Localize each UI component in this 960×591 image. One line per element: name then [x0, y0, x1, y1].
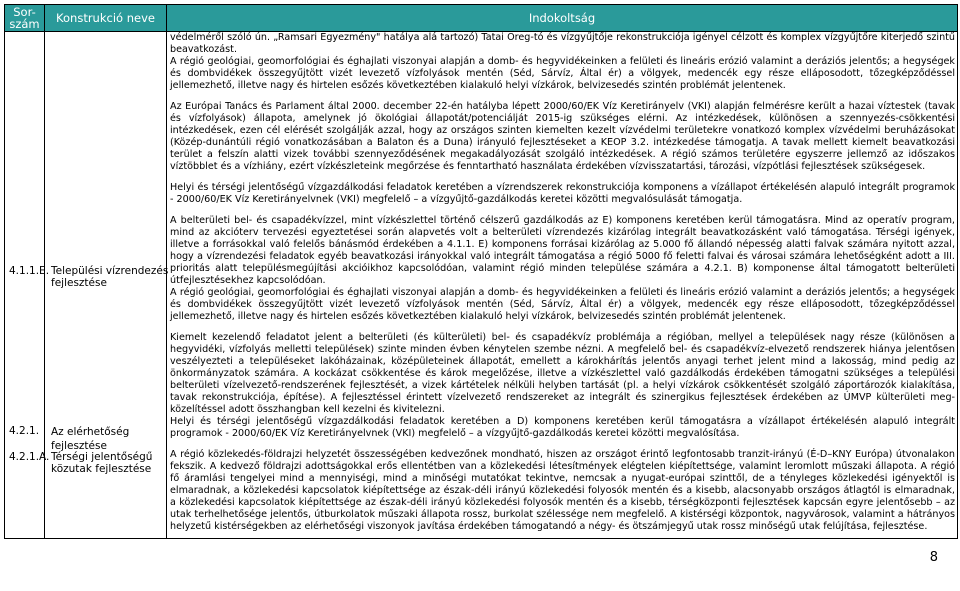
- label-411e-line1: Települési vízrendezés: [51, 265, 169, 277]
- label-421-line1: Az elérhetőség: [51, 426, 130, 438]
- label-411e-line2: fejlesztése: [51, 277, 107, 289]
- header-row: [5, 5, 958, 32]
- paragraph: Helyi és térségi jelentőségű vízgazdálkodási feladatok keretében a vízrendszerek rekonstrukciója komponens a vízállapot értékelésén alapuló integrált programok - 2000/60/EK Víz Keretirányelvnek (VKI) megfelelő – a vízgyűjtő-gazdálkodás keretei közötti megvalósulását támogatja.: [170, 182, 955, 205]
- ref-421: 4.2.1.: [9, 425, 40, 437]
- paragraph: A régió közlekedés-földrajzi helyzetét összességében kedvezőnek mondható, hiszen az országot érintő legfontosabb tranzit-irányú (É-D–KNY Európa) útvonalakon fekszik. A kedvező földrajzi adottságokkal erős ellentétben van a közlekedési létesítmények elégtelen kiépítettsége, valamint leromlott műszaki állapota. A régió fő áramlási tengelyei mind a mennyiségi, mind a minőségi mutatókat tekintve, nemcsak a nyugat-európai szinttől, de a tényleges közlekedési igényektől is elmaradnak, a közlekedési kapcsolatok kiépítettsége az észak-déli irányú közlekedési folyosók mentén és a kisebb, alacsonyabb országos átlagtól is elmaradnak, a közlekedési kapcsolatok kiépítettsége az észak-déli irányú közlekedési folyosók mentén és a kisebb, térségközponti fejlesztések kapcsán egyre jelentősebb – az utak terhelhetősége jelentős, útburkolatok műszaki állapota rossz, burkolat szélessége nem megfelelő. A kistérségi központok, nagyvárosok, valamint a hátrányos helyzetű kistérségekben az elérhetőségi viszonyok javítása érdekében támogatandó a négy- és ötszámjegyű utak rossz minőségű utak felújítása, fejlesztése.: [170, 449, 955, 532]
- label-411e: [51, 265, 168, 289]
- header-indokoltsag: Indokoltság: [167, 5, 958, 32]
- header-sorszam-text: Sor- szám: [9, 5, 40, 31]
- col-sorszam: [5, 32, 50, 539]
- label-421a-line2: közutak fejlesztése: [51, 463, 152, 475]
- label-421: [51, 425, 129, 453]
- label-421a-line1: Térségi jelentőségű: [51, 451, 153, 463]
- col-indokoltsag: [167, 32, 958, 539]
- paragraph: Kiemelt kezelendő feladatot jelent a belterületi (és külterületi) bel- és csapadékvíz problémája a régióban, mellyel a települések nagy része (különösen a hegyvidéki, vízfolyás melletti települések) szinte minden évben kénytelen szembe nézni. A megfelelő bel- és csapadékvíz-elvezető rendszerek hiánya jelentősen veszélyezteti a településeket lakóházainak, középületeinek állapotát, emellett a károkhárítás jelentős anyagi terhet jelent mind a lakosság, mind pedig az önkormányzatok számára. A kockázat csökkentése és károk megelőzése, illetve a vízkészlettel való gazdálkodás érdekében támogatni szükséges a települési belterületi vízelvezető-rendszerének fejlesztését, a vizek kártételek nélküli helyben tartását (pl. a helyi vízkárok csökkentését szolgáló záportározók kialakítása, tavak rekonstrukciója, építése). A fejlesztéssel érintett vízelvezető rendszereket az integrált és szinergikus fejlesztések érdekében az ÚMVP külterületi meg közelítéssel adott összhangban kell kezelni és kivitelezni.: [170, 332, 955, 415]
- paragraph: védelméről szóló ún. „Ramsari Egyezmény" hatálya alá tartozó) Tatai Öreg-tó és vízgyűjtője rekonstrukciója igényel célzott és komplex vízgyűjtőre kiterjedő szintű beavatkozást.: [170, 32, 955, 55]
- content-row: [5, 32, 958, 539]
- paragraph: Az Európai Tanács és Parlament által 2000. december 22-én hatályba lépett 2000/60/EK Víz Keretirányelv (VKI) alapján felmérésre került a hazai víztestek (tavak és vízfolyások) állapota, amelynek jó ökológiai állapotát/potenciálját 2015-ig szükséges elérni. Az intézkedések, különösen a szennyezés-csökkentési intézkedések, ezen cél elérését szolgálják azzal, hogy az országos szinten kiemelten kezelt vízvédelmi területekre vonatkozó komplex vízvédelmi beruházásokat (Közép-dunántúli régió vonatkozásában a Balaton és a Duna) irányuló fejlesztéseket a KEOP 3.2. intézkedése támogatja. A tavak mellett kiemelt beavatkozási terület a felszín alatti vizek további szennyeződésének megakadályozását szolgáló intézkedések. A régió számos területére egyszerre jellemző az időszakos víztöbblet és a vízhiány, ezért vízkészleteink megőrzése és fenntartható használata érdekében vízvisszatartási, tározási, vízpótlási fejlesztések szükségesek.: [170, 101, 955, 172]
- page-number: 8: [929, 550, 938, 565]
- document-table: [4, 4, 958, 539]
- paragraph: Helyi és térségi jelentőségű vízgazdálkodási feladatok keretében a D) komponens keretében kerül támogatásra a vízállapot értékelésén alapuló integrált programok - 2000/60/EK Víz Keretirányelvnek (VKI) megfelelő – a vízgyűjtő-gazdálkodás keretei közötti megvalósítása.: [170, 416, 955, 439]
- ref-421a: 4.2.1.A.: [9, 451, 50, 463]
- header-sorszam: [5, 5, 45, 32]
- indokoltsag-body: [167, 32, 957, 533]
- col-konstrukcio: [45, 32, 167, 539]
- paragraph: A régió geológiai, geomorfológiai és éghajlati viszonyai alapján a domb- és hegyvidékeinken a felületi és lineáris erózió valamint a deráziós jelentős; a hegységek és dombvidékek összegyűjtött vizét levezető vízfolyások mentén (Séd, Sárvíz, Által ér) a völgyek, medencék egy része elláposodott, tőzegképződéssel jellemezhető, illetve nagy és hirtelen esőzés következtében kialakuló helyi vízkárok, belvizesedés szintén problémát jelentenek.: [170, 56, 955, 91]
- header-konstrukcio: Konstrukció neve: [45, 5, 167, 32]
- label-421a: [51, 451, 152, 475]
- label-421-line2: fejlesztése: [51, 440, 107, 452]
- paragraph: A belterületi bel- és csapadékvízzel, mint vízkészlettel történő célszerű gazdálkodás az E) komponens keretében kerül támogatásra. Mind az operatív program, mind az akcióterv tervezési egyeztetései során alapvetés volt a belterületi vízrendezés kizárólag integrált beavatkozásként való támogatása. Térségi igények, illetve a forrásokkal való felelős bánásmód érdekében a 4.1.1. E) komponens forrásai kizárólag az 5.000 fő állandó népesség alatti falvak számára nyitott azzal, hogy a vízrendezési feladatok egyéb beavatkozási irányokkal való integrált támogatása a régió 5000 fő feletti falvai és városai számára lehetőségként adott a III. prioritás alatt településmegújítási akcióikhoz kapcsolódóan, valamint régió minden települése számára a 4.2.1. B) komponense által támogatott belterületi útfejlesztésekhez kapcsolódóan.: [170, 215, 955, 286]
- ref-411e: 4.1.1.E.: [9, 265, 50, 277]
- paragraph: A régió geológiai, geomorfológiai és éghajlati viszonyai alapján a domb- és hegyvidékeinken a felületi és lineáris erózió valamint a deráziós jelentős; a hegységek és dombvidékek összegyűjtött vizét levezető vízfolyások mentén (Séd, Sárvíz, Által ér) a völgyek, medencék egy része elláposodott, tőzegképződéssel jellemezhető, illetve nagy és hirtelen esőzés következtében kialakuló helyi vízkárok, belvizesedés szintén problémát jelentenek.: [170, 287, 955, 322]
